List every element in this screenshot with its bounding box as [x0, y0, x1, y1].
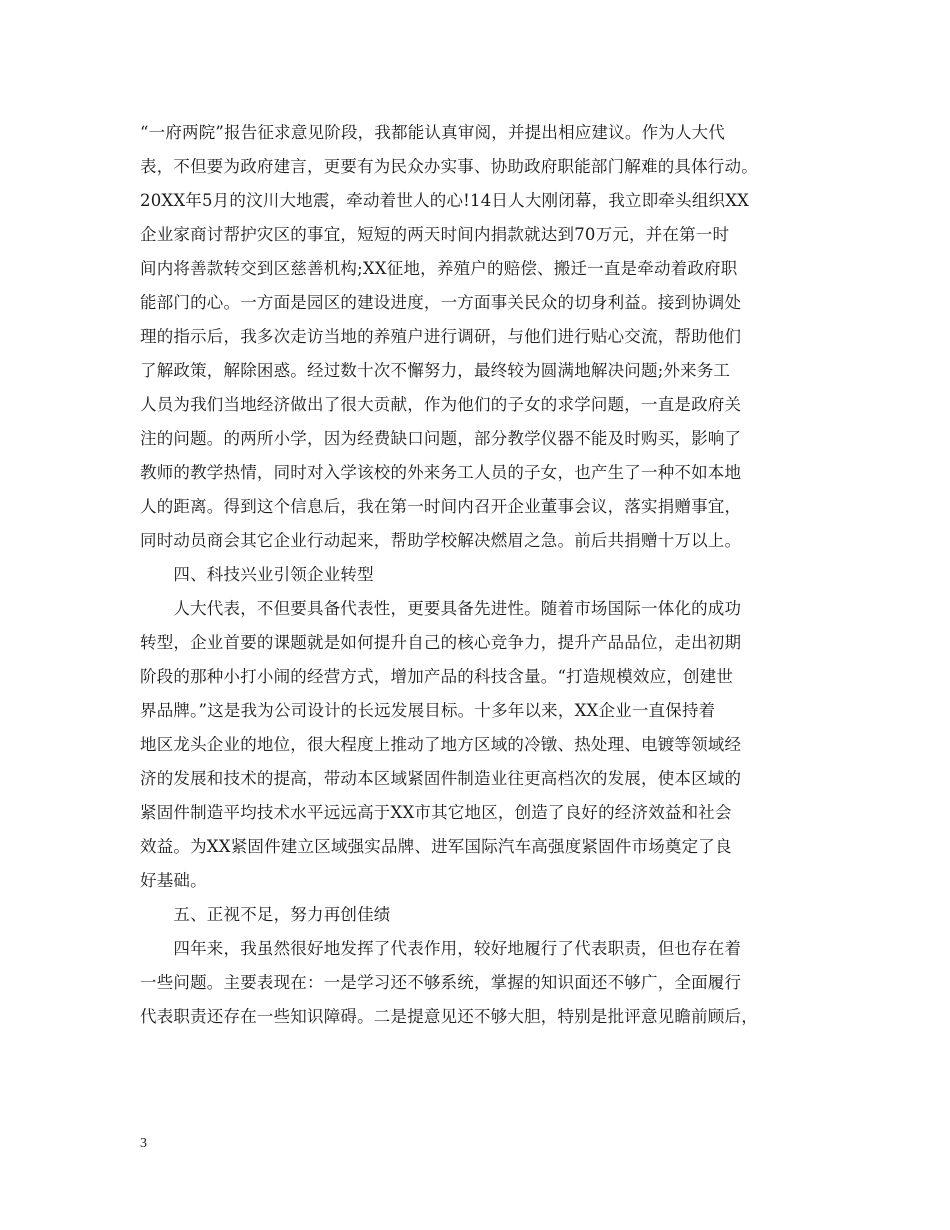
text-line: 能部门的心。一方面是园区的建设进度，一方面事关民众的切身利益。接到协调处: [140, 293, 742, 312]
text-line: 教师的教学热情，同时对入学该校的外来务工人员的子女，也产生了一种不如本地: [140, 463, 742, 482]
body-text: [140, 116, 830, 1034]
text-line: 了解政策，解除困惑。经过数十次不懈努力，最终较为圆满地解决问题;外来务工: [140, 361, 731, 380]
section-heading-5: 五、正视不足，努力再创佳绩: [140, 905, 391, 924]
text-line: 地区龙头企业的地位，很大程度上推动了地方区域的冷镦、热处理、电镀等领域经: [140, 735, 742, 754]
text-line: 人大代表，不但要具备代表性，更要具备先进性。随着市场国际一体化的成功: [140, 599, 742, 618]
text-line: 20XX年5月的汶川大地震，牵动着世人的心!14日人大刚闭幕，我立即牵头组织XX: [140, 191, 750, 210]
text-line: 人的距离。得到这个信息后，我在第一时间内召开企业董事会议，落实捐赠事宜，: [140, 497, 742, 516]
text-line: 济的发展和技术的提高，带动本区域紧固件制造业往更高档次的发展，使本区域的: [140, 769, 742, 788]
text-line: 效益。为XX紧固件建立区域强实品牌、进军国际汽车高强度紧固件市场奠定了良: [140, 837, 732, 856]
text-line: 紧固件制造平均技术水平远远高于XX市其它地区，创造了良好的经济效益和社会: [140, 803, 732, 822]
text-line: 间内将善款转交到区慈善机构;XX征地，养殖户的赔偿、搬迁一直是牵动着政府职: [140, 259, 738, 278]
text-line: 界品牌。”这是我为公司设计的长远发展目标。十多年以来，XX企业一直保持着: [140, 701, 716, 720]
text-line: 同时动员商会其它企业行动起来，帮助学校解决燃眉之急。前后共捐赠十万以上。: [140, 531, 742, 550]
text-line: 人员为我们当地经济做出了很大贡献，作为他们的子女的求学问题，一直是政府关: [140, 395, 742, 414]
text-line: 表，不但要为政府建言，更要有为民众办实事、协助政府职能部门解难的具体行动。: [140, 157, 758, 176]
text-line: 阶段的那种小打小闹的经营方式，增加产品的科技含量。“打造规模效应，创建世: [140, 667, 734, 686]
text-line: 企业家商讨帮护灾区的事宜，短短的两天时间内捐款就达到70万元，并在第一时: [140, 225, 730, 244]
text-line: 好基础。: [140, 871, 207, 890]
text-line: 代表职责还存在一些知识障碍。二是提意见还不够大胆，特别是批评意见瞻前顾后，: [140, 1007, 758, 1026]
text-line: “一府两院”报告征求意见阶段，我都能认真审阅，并提出相应建议。作为人大代: [140, 123, 726, 142]
text-line: 一些问题。主要表现在：一是学习还不够系统，掌握的知识面还不够广，全面履行: [140, 973, 742, 992]
page-number: 3: [140, 1136, 147, 1151]
text-line: 注的问题。的两所小学，因为经费缺口问题，部分教学仪器不能及时购买，影响了: [140, 429, 742, 448]
text-line: 理的指示后，我多次走访当地的养殖户进行调研，与他们进行贴心交流，帮助他们: [140, 327, 742, 346]
text-line: 转型，企业首要的课题就是如何提升自己的核心竞争力，提升产品品位，走出初期: [140, 633, 742, 652]
text-line: 四年来，我虽然很好地发挥了代表作用，较好地履行了代表职责，但也存在着: [140, 939, 742, 958]
section-heading-4: 四、科技兴业引领企业转型: [140, 565, 374, 584]
